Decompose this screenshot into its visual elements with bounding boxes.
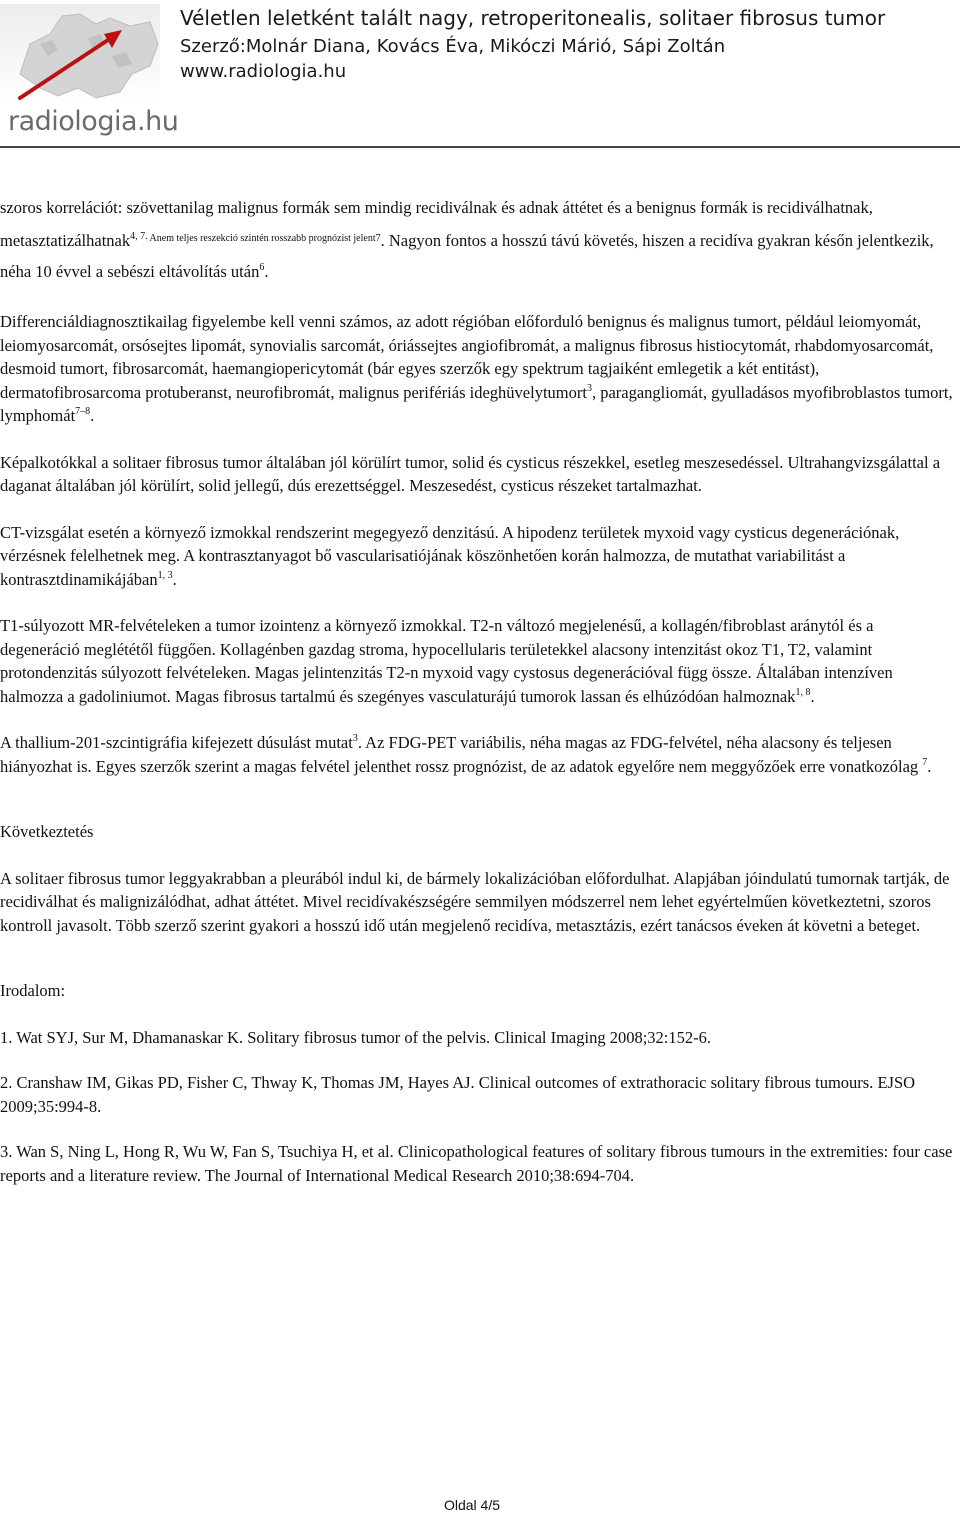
citation-sup: 1, 3 [157, 569, 173, 581]
paragraph-mr [0, 614, 956, 708]
text-run: . [927, 756, 932, 776]
document-title: Véletlen leletként talált nagy, retroperitonealis, solitaer fibrosus tumor [180, 6, 886, 30]
reference-item: 2. Cranshaw IM, Gikas PD, Fisher C, Thway K, Thomas JM, Hayes AJ. Clinical outcomes of extrathoracic solitary fibrous tumours. EJSO 2009;35:994-8. [0, 1073, 916, 1116]
reference-item: 3. Wan S, Ning L, Hong R, Wu W, Fan S, Tsuchiya H, et al. Clinicopathological features of solitary fibrous tumours in the extremities: four case reports and a literature review. The Journal of International Medical Research 2010;38:694-704. [0, 1142, 953, 1185]
text-run: . [810, 686, 815, 706]
site-url-link[interactable]: www.radiologia.hu [180, 61, 347, 82]
citation-sup: 7 [922, 756, 928, 768]
references-heading: Irodalom: [0, 981, 66, 1000]
text-run: . [264, 262, 269, 281]
page-header [0, 0, 960, 146]
text-run: A thallium-201-szcintigráfia kifejezett dúsulást mutat [0, 733, 353, 752]
citation-sup: 1, 8 [795, 686, 811, 698]
paragraph-ct [0, 521, 956, 592]
paragraph-differential [0, 310, 956, 428]
paragraph-prognosis [0, 192, 956, 287]
citation-sup: 3 [586, 382, 592, 394]
text-run: Differenciáldiagnosztikailag figyelembe kell venni számos, az adott régióban előforduló benignus és malignus tumort, például leiomyomát, leiomyosarcomát, orsósejtes lipomát, synovialis sarcomát, óriássejtes angiofibromát, a malignus fibrosus histiocytomát, rhabdomyosarcomát, desmoid tumort, fibrosarcomát, haemangiopericytomát (bár egyes szerzők egy spektrum tagjaiként emlegetik a két entitást), dermatofibrosarcoma protuberanst, neurofibromát, malignus perifériás ideghüvelytumort [0, 312, 934, 402]
text-run: . Nagyon fontos a hosszú távú követés, hiszen a recidíva gyakran későn jelentkezik, néha 10 évvel a sebészi eltávolítás után [0, 231, 934, 281]
header-divider [0, 146, 960, 148]
document-authors: Szerző:Molnár Diana, Kovács Éva, Mikóczi Márió, Sápi Zoltán [180, 36, 726, 57]
text-run: . Az FDG-PET variábilis, néha magas az FDG-felvétel, néha alacsony és teljesen hiányozhat is. Egyes szerzők szerint a magas felvétel jelenthet rossz prognózist, de az adatok egyelőre nem meggyőzőek erre vonatkozólag [0, 733, 923, 776]
text-run: szoros korrelációt: szövettanilag malignus formák sem mindig recidiválnak és adnak áttétet és a benignus formák is recidiválhatnak, metasztatizálhatnak [0, 198, 873, 250]
text-run: . [172, 569, 177, 589]
conclusion-heading: Következtetés [0, 822, 94, 841]
logo-text: radiologia.hu [8, 106, 179, 137]
citation-sup: 6 [259, 262, 265, 273]
small-note: Anem teljes reszekció szintén rosszabb prognózist jelent7 [147, 233, 381, 244]
article-body [0, 192, 956, 1209]
text-run: T1-súlyozott MR-felvételeken a tumor izointenz a környező izmokkal. T2-n változó megjelenésű, a kollagén/fibroblast aránytól és a degeneráció meglététől függően. Kollagénben gazdag stroma, hypocellularis területekkel alacsony intenzitást okoz T1, T2, valamint protondenzitás súlyozott felvételeken. Magas jelintenzitás T2-n myxoid vagy cystosus degenerációval függ össze. Általában intenzíven halmozza a gadoliniumot. Magas fibrosus tartalmú és szegényes vasculaturájú tumorok lassan és elhúzódóan halmoznak [0, 616, 893, 706]
citation-sup: 4, 7. [130, 231, 148, 242]
paragraph-scintigraphy [0, 731, 956, 778]
radiologia-logo [0, 4, 179, 140]
paragraph-conclusion: A solitaer fibrosus tumor leggyakrabban a pleurából indul ki, de bármely lokalizációban előfordulhat. Alapjában jóindulatú tumornak tartják, de recidiválhat és malignizálódhat, adhat áttétet. Mivel recidívakészségére semmilyen módszerrel nem lehet egyértelműen következtetni, szoros kontroll javasolt. Több szerző szerint gyakori a hosszú idő után megjelenő recidíva, metasztázis, ezért tanácsos éveken át követni a beteget. [0, 868, 950, 935]
citation-sup: 7–8 [75, 406, 91, 417]
citation-sup: 3 [352, 733, 358, 744]
paragraph-imaging: Képalkotókkal a solitaer fibrosus tumor általában jól körülírt tumor, solid és cysticus részekkel, esetleg meszesedéssel. Ultrahangvizsgálattal a daganat általában jól körülírt, solid jellegű, dús erezettséggel. Meszesedést, cysticus részeket tartalmazhat. [0, 452, 941, 495]
text-run: . [90, 406, 95, 425]
text-run: , paragangliomát, gyulladásos myofibroblastos tumort, lymphomát [0, 382, 953, 425]
reference-item: 1. Wat SYJ, Sur M, Dhamanaskar K. Solitary fibrosus tumor of the pelvis. Clinical Imaging 2008;32:152-6. [0, 1027, 711, 1047]
page-number: Oldal 4/5 [443, 1497, 501, 1513]
text-run: CT-vizsgálat esetén a környező izmokkal rendszerint megegyező denzitású. A hipodenz területek myxoid vagy cysticus degenerációnak, vérzésnek felelhetnek meg. A kontrasztanyagot bő vascularisatiójának köszönhetően korán halmozza, de mutathat variabilitást a kontrasztdinamikájában [0, 522, 900, 589]
